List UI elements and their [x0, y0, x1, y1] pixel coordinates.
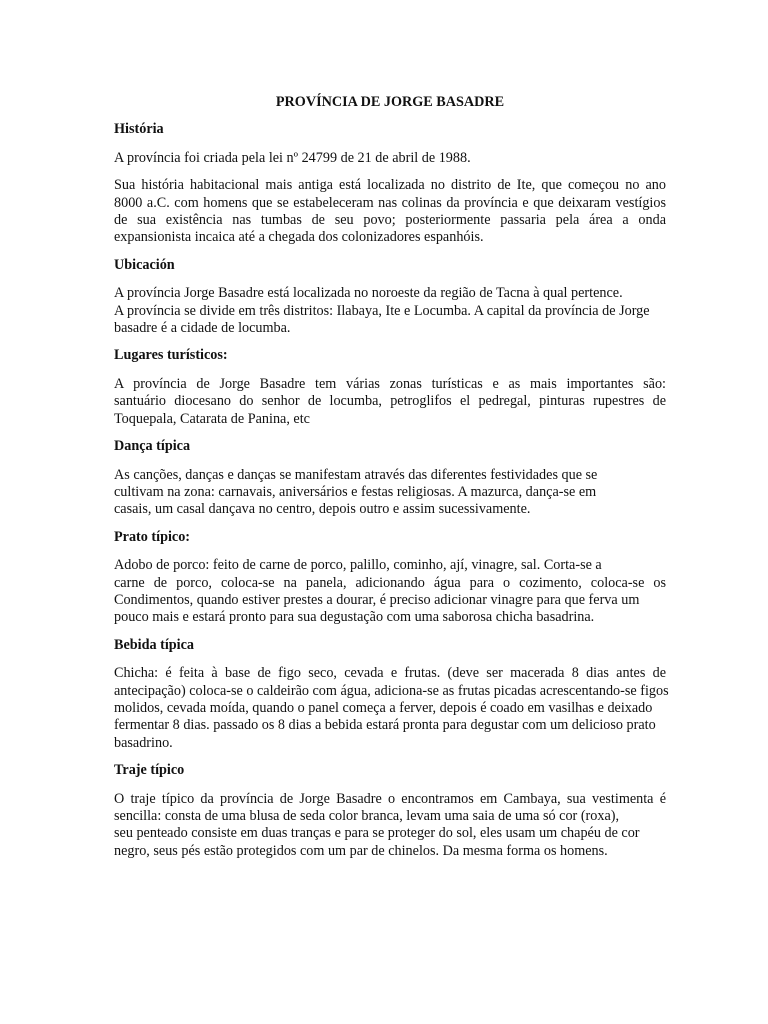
- section-heading: Ubicación: [114, 256, 175, 273]
- paragraph: [114, 150, 666, 167]
- section-bebida-tipica: [114, 636, 669, 752]
- section-prato-tipico: [114, 529, 666, 627]
- section-heading: Traje típico: [114, 762, 185, 779]
- section-historia: [114, 121, 666, 246]
- text-line: A província de Jorge Basadre tem várias zonas turísticas e as mais importantes são:: [114, 375, 666, 392]
- paragraph: [114, 557, 666, 627]
- section-heading: Prato típico:: [114, 528, 191, 545]
- text-line: cultivam na zona: carnavais, aniversários e festas religiosas. A mazurca, dança-se em: [114, 483, 597, 500]
- text-line: basadre é a cidade de locumba.: [114, 320, 291, 337]
- text-line: Adobo de porco: feito de carne de porco, palillo, cominho, ají, vinagre, sal. Corta-se a: [114, 557, 602, 574]
- paragraph: [114, 665, 669, 752]
- text-line: molidos, cevada moída, quando o panel começa a ferver, depois é coado em vasilhas e deixado: [114, 699, 653, 716]
- section-heading: Bebida típica: [114, 636, 195, 653]
- text-line: santuário diocesano do senhor de locumba, petroglifos el pedregal, pinturas rupestres de: [114, 393, 666, 410]
- text-line: casais, um casal dançava no centro, depois outro e assim sucessivamente.: [114, 501, 531, 518]
- section-heading: Lugares turísticos:: [114, 347, 228, 364]
- section-ubicacion: [114, 257, 666, 338]
- text-line: basadrino.: [114, 734, 173, 751]
- text-line: expansionista incaica até a chegada dos colonizadores espanhóis.: [114, 229, 484, 246]
- text-line: A província se divide em três distritos: Ilabaya, Ite e Locumba. A capital da província de Jorge: [114, 302, 650, 319]
- paragraph: [114, 467, 666, 519]
- text-line: 8000 a.C. com homens que se estabeleceram nas colinas da província e que deixaram vestígios: [114, 194, 666, 211]
- paragraph: [114, 376, 666, 428]
- section-heading: História: [114, 121, 164, 138]
- text-line: pouco mais e estará pronto para sua degustação com uma saborosa chicha basadrina.: [114, 609, 595, 626]
- document-page: [114, 94, 669, 870]
- paragraph: [114, 791, 666, 861]
- section-lugares-turisticos: [114, 347, 666, 428]
- text-line: As canções, danças e danças se manifestam através das diferentes festividades que se: [114, 466, 598, 483]
- text-line: A província foi criada pela lei nº 24799 de 21 de abril de 1988.: [114, 149, 471, 166]
- document-title: PROVÍNCIA DE JORGE BASADRE: [275, 94, 505, 110]
- text-line: antecipação) coloca-se o caldeirão com água, adiciona-se as frutas picadas acrescentando-se figos: [114, 682, 669, 699]
- paragraph: [114, 285, 666, 337]
- text-line: Sua história habitacional mais antiga está localizada no distrito de Ite, que começou no ano: [114, 177, 666, 194]
- text-line: Toquepala, Catarata de Panina, etc: [114, 410, 310, 427]
- text-line: Condimentos, quando estiver prestes a dourar, é preciso adicionar vinagre para que ferva um: [114, 591, 640, 608]
- text-line: seu penteado consiste em duas tranças e para se proteger do sol, eles usam um chapéu de cor: [114, 825, 640, 842]
- text-line: sencilla: consta de uma blusa de seda color branca, levam uma saia de uma só cor (roxa),: [114, 808, 620, 824]
- paragraph: [114, 177, 666, 247]
- text-line: de sua existência nas tumbas de seu povo; posteriormente passaria pela área a onda: [114, 212, 666, 229]
- text-line: negro, seus pés estão protegidos com um par de chinelos. Da mesma forma os homens.: [114, 842, 608, 859]
- section-heading: Dança típica: [114, 438, 191, 455]
- section-danca-tipica: [114, 438, 666, 519]
- text-line: Chicha: é feita à base de figo seco, cevada e frutas. (deve ser macerada 8 dias antes de: [114, 665, 666, 682]
- text-line: carne de porco, coloca-se na panela, adicionando água para o cozimento, coloca-se os: [114, 574, 666, 591]
- text-line: fermentar 8 dias. passado os 8 dias a bebida estará pronta para degustar com um delicioso prato: [114, 717, 656, 734]
- section-traje-tipico: [114, 762, 666, 860]
- text-line: O traje típico da província de Jorge Basadre o encontramos em Cambaya, sua vestimenta é: [114, 790, 666, 807]
- text-line: A província Jorge Basadre está localizada no noroeste da região de Tacna à qual pertence.: [114, 285, 623, 302]
